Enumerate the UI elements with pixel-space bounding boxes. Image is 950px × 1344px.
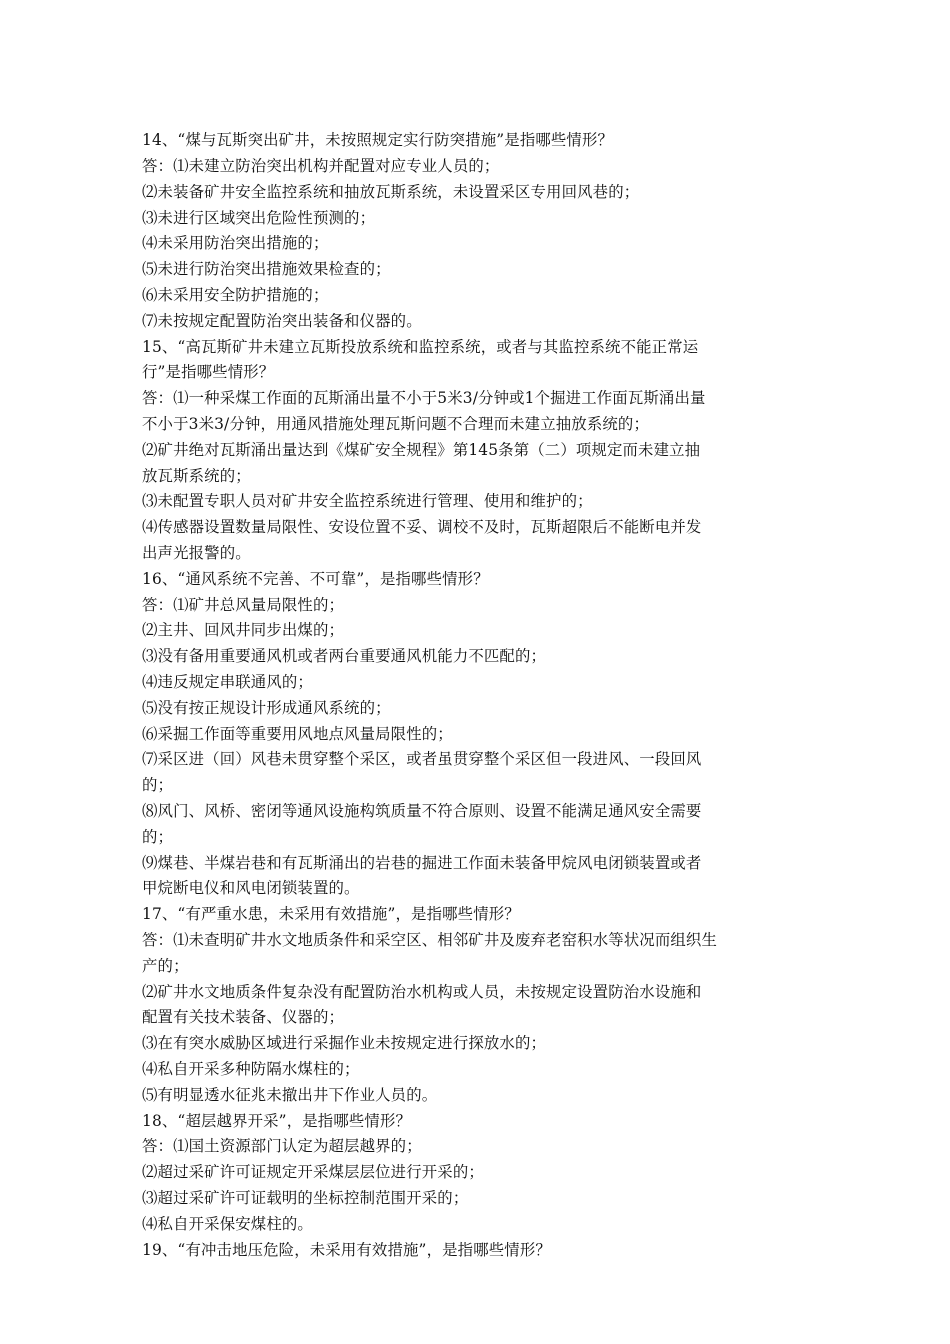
text-line: ⑷违反规定串联通风的； <box>142 673 313 691</box>
text-line: 甲烷断电仪和风电闭锁装置的。 <box>142 879 360 897</box>
text-line: 答：⑴国土资源部门认定为超层越界的； <box>142 1137 422 1155</box>
text-line: 配置有关技术装备、仪器的； <box>142 1008 345 1026</box>
text-line: ⑵矿井水文地质条件复杂没有配置防治水机构或人员，未按规定设置防治水设施和 <box>142 983 702 1001</box>
text-line: 的； <box>142 828 174 846</box>
text-line: ⑸没有按正规设计形成通风系统的； <box>142 699 391 717</box>
text-line: 15、“高瓦斯矿井未建立瓦斯投放系统和监控系统，或者与其监控系统不能正常运 <box>142 338 699 356</box>
text-line: 答：⑴一种采煤工作面的瓦斯涌出量不小于5米3/分钟或1个掘进工作面瓦斯涌出量 <box>142 389 706 407</box>
text-line: ⑺采区进（回）风巷未贯穿整个采区，或者虽贯穿整个采区但一段进风、一段回风 <box>142 750 702 768</box>
text-line: ⑶没有备用重要通风机或者两台重要通风机能力不匹配的； <box>142 647 547 665</box>
text-line: 放瓦斯系统的； <box>142 467 251 485</box>
text-line: 出声光报警的。 <box>142 544 251 562</box>
text-line: 答：⑴未查明矿井水文地质条件和采空区、相邻矿井及废弃老窑积水等状况而组织生 <box>142 931 718 949</box>
text-line: 19、“有冲击地压危险，未采用有效措施”，是指哪些情形？ <box>142 1241 551 1259</box>
text-line: ⑷传感器设置数量局限性、安设位置不妥、调校不及时，瓦斯超限后不能断电并发 <box>142 518 702 536</box>
text-line: 的； <box>142 776 174 794</box>
text-line: ⑵矿井绝对瓦斯涌出量达到《煤矿安全规程》第145条第（二）项规定而未建立抽 <box>142 441 701 459</box>
text-line: ⑶未进行区域突出危险性预测的； <box>142 209 376 227</box>
text-line: ⑶超过采矿许可证载明的坐标控制范围开采的； <box>142 1189 469 1207</box>
text-line: ⑹未采用安全防护措施的； <box>142 286 329 304</box>
text-line: ⑷私自开采多种防隔水煤柱的； <box>142 1060 360 1078</box>
text-line: 14、“煤与瓦斯突出矿井，未按照规定实行防突措施”是指哪些情形？ <box>142 131 614 149</box>
text-line: ⑹采掘工作面等重要用风地点风量局限性的； <box>142 725 453 743</box>
text-line: ⑵超过采矿许可证规定开采煤层层位进行开采的； <box>142 1163 484 1181</box>
text-line: ⑶在有突水威胁区域进行采掘作业未按规定进行探放水的； <box>142 1034 547 1052</box>
text-line: ⑼煤巷、半煤岩巷和有瓦斯涌出的岩巷的掘进工作面未装备甲烷风电闭锁装置或者 <box>142 854 702 872</box>
text-line: 答：⑴未建立防治突出机构并配置对应专业人员的； <box>142 157 500 175</box>
text-line: 答：⑴矿井总风量局限性的； <box>142 596 345 614</box>
text-line: 17、“有严重水患，未采用有效措施”，是指哪些情形？ <box>142 905 520 923</box>
text-line: ⑸有明显透水征兆未撤出井下作业人员的。 <box>142 1086 438 1104</box>
text-line: 18、“超层越界开采”，是指哪些情形？ <box>142 1112 412 1130</box>
text-line: 产的； <box>142 957 189 975</box>
text-line: ⑻风门、风桥、密闭等通风设施构筑质量不符合原则、设置不能满足通风安全需要 <box>142 802 702 820</box>
text-line: ⑷私自开采保安煤柱的。 <box>142 1215 313 1233</box>
text-line: ⑷未采用防治突出措施的； <box>142 234 329 252</box>
text-line: ⑵未装备矿井安全监控系统和抽放瓦斯系统，未设置采区专用回风巷的； <box>142 183 640 201</box>
text-line: ⑺未按规定配置防治突出装备和仪器的。 <box>142 312 422 330</box>
text-line: ⑸未进行防治突出措施效果检查的； <box>142 260 391 278</box>
text-line: 不小于3米3/分钟，用通风措施处理瓦斯问题不合理而未建立抽放系统的； <box>142 415 649 433</box>
text-line: ⑶未配置专职人员对矿井安全监控系统进行管理、使用和维护的； <box>142 492 593 510</box>
text-line: 行”是指哪些情形？ <box>142 363 275 381</box>
text-line: 16、“通风系统不完善、不可靠”，是指哪些情形？ <box>142 570 489 588</box>
text-line: ⑵主井、回风井同步出煤的； <box>142 621 345 639</box>
